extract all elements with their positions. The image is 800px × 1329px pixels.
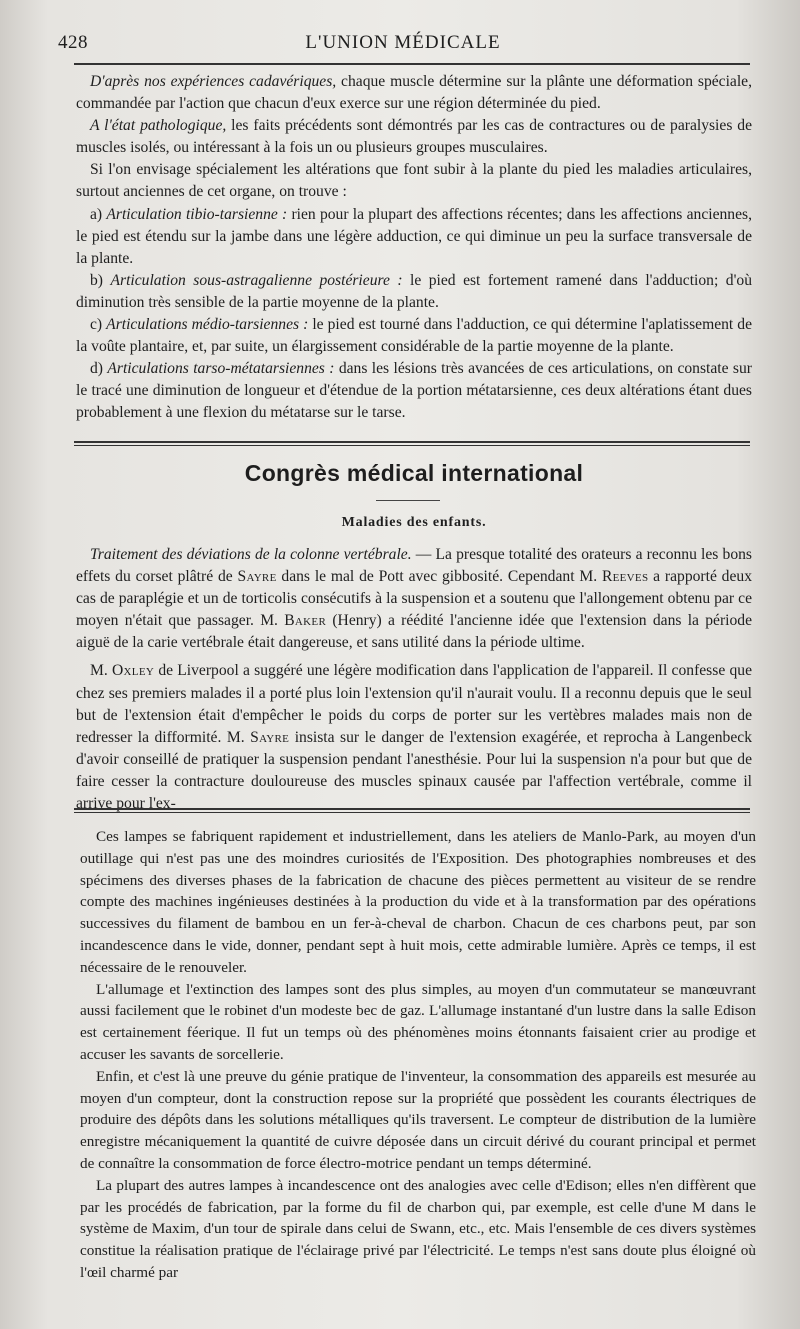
author-name: Baker (284, 612, 327, 630)
paragraph-text: chaque muscle détermine sur la plânte une déformation spéciale, commandée par l'action que chacun d'eux exerce sur une région déterminée du pied. (76, 73, 752, 113)
congress-title: Congrès médical international (244, 460, 584, 486)
item-b (76, 270, 752, 314)
paragraph-lead: A l'état pathologique, (90, 117, 227, 135)
paragraph-text: de Liverpool a suggéré une légère modification dans l'application de l'appareil. Il confesse que chez ses premiers malades il a porté plus loin l'extension qu'il n'aurait voulu. Il a reconnu depuis que le seul but de l'extension était d'empêcher le poids du corps de porter sur les vertèbres malades mais non de redresser la difformité. M. (76, 662, 752, 746)
header-rule (74, 63, 750, 65)
item-c (76, 314, 752, 358)
item-text: le pied est tourné dans l'adduction, ce qui détermine l'aplatissement de la voûte plantaire, et, par suite, un élargissement considérable de la partie moyenne de la plante. (76, 316, 753, 356)
paragraph-lead: D'après nos expériences cadavériques, (90, 73, 337, 90)
item-lead: Articulation tibio-tarsienne : (106, 205, 288, 223)
item-lead: Articulations médio-tarsiennes : (106, 316, 309, 334)
item-label: b) (90, 271, 111, 289)
item-d (76, 358, 752, 424)
paragraph-text: dans le mal de Pott avec gibbosité. Cependant M. (276, 568, 602, 586)
title-rule (376, 500, 440, 501)
paragraph-text: les faits précédents sont démontrés par les cas de contractures ou de paralysies de muscles isolés, ou intéressant à la fois un ou plusieurs groupes musculaires. (76, 117, 752, 157)
paragraph-lighting: L'allumage et l'extinction des lampes sont des plus simples, au moyen d'un commutateur se manœuvrant aussi facilement que le robinet d'un modeste bec de gaz. L'allumage instantané d'un lustre dans la salle Edison est certainement féerique. Il fut un temps où des phénomènes moins étonnants faisaient crier au prodige et accuser les savants de sorcellerie. (80, 980, 756, 1063)
congress-subtitle: Maladies des enfants. (341, 515, 487, 530)
paragraph-lead: Traitement des déviations de la colonne vertébrale. (90, 546, 412, 563)
paragraph-cadaveric (76, 71, 752, 115)
paragraph-meter: Enfin, et c'est là une preuve du génie pratique de l'inventeur, la consommation des appareils est mesurée au moyen d'un compteur, dont la construction repose sur la propriété que possèdent les courants électriques de produire des dépôts dans les solutions métalliques qu'ils traversent. Le compteur de distribution de la lumière enregistre mécaniquement la quantité de cuivre déposée dans un circuit dérivé du courant principal et permet de connaître la consommation de force électro-motrice pendant un temps déterminé. (80, 1067, 756, 1172)
author-name: Reeves (601, 568, 649, 586)
paragraph-vertebral (76, 544, 752, 654)
section-divider (74, 441, 750, 446)
paragraph-lamps: Ces lampes se fabriquent rapidement et industriellement, dans les ateliers de Manlo-Park, au moyen d'un outillage qui n'est pas une des moindres curiosités de l'Exposition. Des photographies nombreuses et des spécimens des diverses phases de la fabrication de chacune des pièces permettent au visiteur de se rendre compte des machines ingénieuses destinées à la production du vide et à la transformation par des opérations successives du filament de bambou en un fer-à-cheval de charbon. Chacun de ces charbons peut, par son incandescence dans le vide, donner, pendant sept à huit mois, cette admirable lumière. Après ce temps, il est nécessaire de le renouveler. (80, 828, 756, 976)
item-label: d) (90, 360, 108, 378)
item-label: c) (90, 316, 107, 334)
page-number: 428 (58, 32, 88, 53)
item-a (76, 204, 752, 270)
paragraph-text: a rapporté deux cas de paraplégie et un de torticolis consécutifs à la suspension et a soutenu que l'allongement obtenu par ce moyen n'était que passager. M. (76, 568, 752, 630)
feuilleton-body (80, 826, 756, 1284)
paragraph-other-lamps: La plupart des autres lampes à incandescence ont des analogies avec celle d'Edison; elles n'en diffèrent que par les procédés de fabrication, par la forme du fil de charbon qui, par exemple, est celle d'une M dans le système de Maxim, d'un tour de spirale dans celui de Swann, etc., etc. Mais l'ensemble de ces divers systèmes constitue la réalisation pratique de l'éclairage privé par l'électricité. Le temps n'est sans doute plus éloigné où l'œil charmé par (80, 1176, 756, 1281)
author-name: Oxley (112, 662, 155, 680)
item-text: rien pour la plupart des affections récentes; dans les affections anciennes, le pied est étendu sur la jambe dans une légère adduction, ce qui diminue un peu la surface transversale de la plante. (76, 205, 752, 267)
paragraph-text: — La presque totalité des orateurs a reconnu les bons effets du corset plâtré de (76, 546, 752, 586)
paragraph-oxley (76, 660, 752, 815)
item-text: dans les lésions très avancées de ces articulations, on constate sur le tracé une diminution de longueur et d'étendue de la portion métatarsienne, ces deux altérations étant dues probablement à une flexion du métatarse sur le tarse. (76, 360, 752, 422)
author-name: Sayre (250, 728, 290, 746)
item-lead: Articulation sous-astragalienne postérieure : (110, 271, 403, 289)
item-lead: Articulations tarso-métatarsiennes : (107, 360, 335, 378)
item-label: a) (90, 205, 107, 223)
item-text: le pied est fortement ramené dans l'adduction; d'où diminution très sensible de la partie moyenne de la plante. (76, 271, 752, 311)
paragraph-text: (Henry) a réédité l'ancienne idée que l'extension dans la période aiguë de la carie vertébrale était dangereuse, et sans utilité dans la période ultime. (76, 612, 752, 652)
top-article-body (76, 71, 752, 425)
feuilleton-divider (74, 808, 750, 813)
page-header (58, 32, 748, 58)
paragraph-text: insista sur le danger de l'extension exagérée, et reprocha à Langenbeck d'avoir conseillé de pratiquer la suspension pendant l'anesthésie. Pour lui la suspension n'a pour but que de faire cesser la contracture douloureuse des muscles spinaux causée par l'affection vertébrale, comme il arrive pour l'ex- (76, 728, 752, 813)
author-name: Sayre (237, 568, 277, 586)
paragraph-pathologic (76, 115, 752, 159)
paragraph-text: M. (90, 662, 112, 680)
paragraph-articular: Si l'on envisage spécialement les altérations que font subir à la plante du pied les maladies articulaires, surtout anciennes de cet organe, on trouve : (76, 161, 752, 201)
running-title: L'UNION MÉDICALE (305, 32, 501, 53)
congress-body (76, 544, 752, 815)
